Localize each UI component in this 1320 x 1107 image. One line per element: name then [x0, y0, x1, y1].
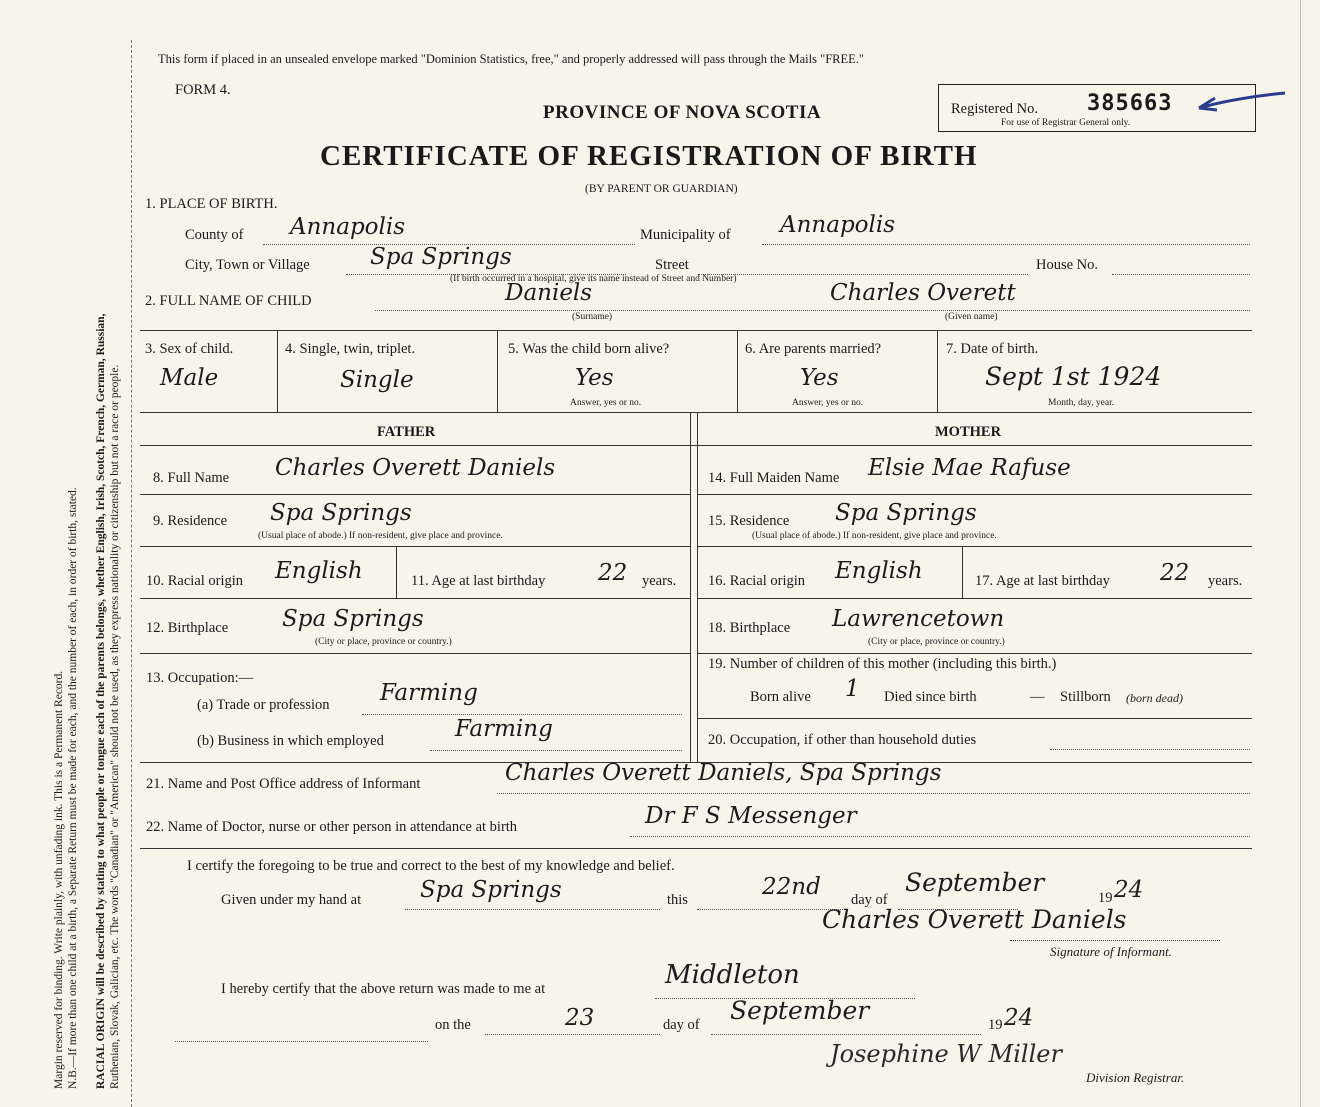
certification-statement: I certify the foregoing to be true and correct to the best of my knowledge and belief. [187, 858, 675, 874]
registered-number: 385663 [1087, 91, 1173, 116]
margin-line-4: Ruthenian, Slovak, Galician, etc. The words "Canadian" or "American" should not be used, as they express nationality or citizenship but not a race or people. [109, 364, 121, 1089]
father-occupation-label: 13. Occupation:— [146, 670, 254, 686]
county-label: County of [185, 227, 244, 243]
mother-residence-caption: (Usual place of abode.) If non-resident, give place and province. [752, 531, 997, 541]
born-alive-count-label: Born alive [750, 689, 811, 705]
certification-year-prefix: 19 [1098, 890, 1113, 906]
stillborn-label: Stillborn [1060, 689, 1111, 705]
hospital-note: (If birth occurred in a hospital, give its name instead of Street and Number) [450, 274, 737, 284]
father-business-label: (b) Business in which employed [197, 733, 384, 749]
mail-notice: This form if placed in an unsealed envelope marked "Dominion Statistics, free," and properly addressed will pass through the Mails "FREE." [158, 52, 865, 66]
registrar-statement: I hereby certify that the above return was made to me at [221, 981, 546, 997]
certificate-subtitle: (BY PARENT OR GUARDIAN) [585, 183, 738, 195]
certificate-title: CERTIFICATE OF REGISTRATION OF BIRTH [320, 140, 978, 172]
father-business-value: Farming [455, 716, 553, 742]
mother-occupation-label: 20. Occupation, if other than household duties [708, 732, 977, 748]
birth-date-label: 7. Date of birth. [946, 341, 1039, 357]
plurality-label: 4. Single, twin, triplet. [285, 341, 416, 357]
stillborn-note: (born dead) [1126, 691, 1183, 705]
mother-residence-label: 15. Residence [708, 513, 790, 529]
certification-year-value: 24 [1114, 877, 1144, 903]
father-name-value: Charles Overett Daniels [275, 455, 556, 481]
registrar-place-value: Middleton [665, 960, 800, 990]
mother-name-label: 14. Full Maiden Name [708, 470, 840, 486]
given-place-value: Spa Springs [420, 877, 562, 903]
registered-label: Registered No. [951, 101, 1038, 117]
given-under-hand-label: Given under my hand at [221, 892, 362, 908]
registrar-on-the-label: on the [435, 1017, 471, 1033]
born-alive-caption: Answer, yes or no. [570, 398, 642, 408]
given-name-caption: (Given name) [945, 312, 998, 322]
margin-notes [0, 0, 135, 1107]
registrar-year-value: 24 [1004, 1005, 1034, 1031]
mother-birthplace-label: 18. Birthplace [708, 620, 791, 636]
informant-signature: Charles Overett Daniels [822, 905, 1127, 934]
died-since-birth-label: Died since birth [884, 689, 977, 705]
died-since-birth-value: — [1030, 689, 1045, 705]
mother-age-value: 22 [1160, 560, 1190, 586]
registrar-caption: Division Registrar. [1086, 1070, 1185, 1085]
mother-race-label: 16. Racial origin [708, 573, 806, 589]
father-name-label: 8. Full Name [153, 470, 230, 486]
house-label: House No. [1036, 257, 1099, 273]
margin-line-1: Margin reserved for binding. Write plainly, with unfading ink. This is a Permanent Record. [53, 670, 65, 1089]
sex-value: Male [160, 365, 219, 391]
father-residence-label: 9. Residence [153, 513, 228, 529]
child-surname: Daniels [505, 280, 593, 306]
parents-married-value: Yes [800, 365, 839, 391]
father-birthplace-value: Spa Springs [282, 606, 424, 632]
municipality-value: Annapolis [780, 212, 896, 238]
province-title: PROVINCE OF NOVA SCOTIA [543, 102, 822, 123]
mother-birthplace-value: Lawrencetown [832, 606, 1005, 632]
father-race-value: English [275, 558, 363, 584]
child-name-label: 2. FULL NAME OF CHILD [145, 293, 312, 309]
plurality-value: Single [340, 367, 414, 393]
right-edge-rule [1300, 0, 1301, 1107]
margin-line-2: N.B.—If more than one child at a birth, a Separate Return must be made for each, and the number of each, in order of birth, stated. [67, 487, 79, 1089]
mother-age-label: 17. Age at last birthday [975, 573, 1110, 589]
birth-date-caption: Month, day, year. [1048, 398, 1115, 408]
certification-day-value: 22nd [762, 874, 821, 900]
mother-birthplace-caption: (City or place, province or country.) [868, 637, 1005, 647]
surname-caption: (Surname) [572, 312, 613, 322]
this-label: this [667, 892, 688, 908]
registrar-year-prefix: 19 [988, 1017, 1003, 1033]
informant-value: Charles Overett Daniels, Spa Springs [505, 760, 942, 786]
father-race-label: 10. Racial origin [146, 573, 244, 589]
doctor-value: Dr F S Messenger [645, 803, 857, 829]
father-heading: FATHER [377, 424, 436, 440]
informant-label: 21. Name and Post Office address of Informant [146, 776, 421, 792]
informant-signature-caption: Signature of Informant. [1050, 944, 1172, 959]
certification-month-value: September [905, 868, 1045, 897]
registrar-month-value: September [730, 996, 870, 1025]
born-alive-count-value: 1 [845, 676, 860, 702]
born-alive-label: 5. Was the child born alive? [508, 341, 670, 357]
father-birthplace-label: 12. Birthplace [146, 620, 229, 636]
father-age-years: years. [642, 573, 677, 589]
father-age-label: 11. Age at last birthday [411, 573, 546, 589]
father-trade-label: (a) Trade or profession [197, 697, 330, 713]
mother-age-years: years. [1208, 573, 1243, 589]
margin-line-3: RACIAL ORIGIN will be described by stating to what people or tongue each of the parents belongs, whether English, Irish, Scotch, French, German, Russian, [95, 313, 107, 1089]
registrar-signature: Josephine W Miller [830, 1040, 1062, 1068]
sex-label: 3. Sex of child. [145, 341, 234, 357]
father-residence-caption: (Usual place of abode.) If non-resident, give place and province. [258, 531, 503, 541]
certification-day-of-label: day of [851, 892, 888, 908]
mother-heading: MOTHER [935, 424, 1002, 440]
father-birthplace-caption: (City or place, province or country.) [315, 637, 452, 647]
city-value: Spa Springs [370, 244, 512, 270]
mother-race-value: English [835, 558, 923, 584]
registrar-day-of-label: day of [663, 1017, 700, 1033]
registrar-day-value: 23 [565, 1005, 595, 1031]
parents-married-caption: Answer, yes or no. [792, 398, 864, 408]
mother-name-value: Elsie Mae Rafuse [868, 455, 1071, 481]
father-age-value: 22 [598, 560, 628, 586]
street-label: Street [655, 257, 689, 273]
margin-rule [131, 40, 132, 1107]
father-residence-value: Spa Springs [270, 500, 412, 526]
birth-date-value: Sept 1st 1924 [985, 362, 1162, 391]
parents-married-label: 6. Are parents married? [745, 341, 882, 357]
county-value: Annapolis [290, 214, 406, 240]
city-label: City, Town or Village [185, 257, 310, 273]
arrow-icon [1195, 88, 1290, 114]
mother-children-label: 19. Number of children of this mother (including this birth.) [708, 656, 1057, 672]
father-trade-value: Farming [380, 680, 478, 706]
place-of-birth-label: 1. PLACE OF BIRTH. [145, 196, 278, 212]
mother-residence-value: Spa Springs [835, 500, 977, 526]
registrar-note: For use of Registrar General only. [1001, 118, 1131, 128]
doctor-label: 22. Name of Doctor, nurse or other person in attendance at birth [146, 819, 518, 835]
born-alive-value: Yes [575, 365, 614, 391]
municipality-label: Municipality of [640, 227, 731, 243]
form-number: FORM 4. [175, 82, 231, 98]
child-given-name: Charles Overett [830, 280, 1016, 306]
